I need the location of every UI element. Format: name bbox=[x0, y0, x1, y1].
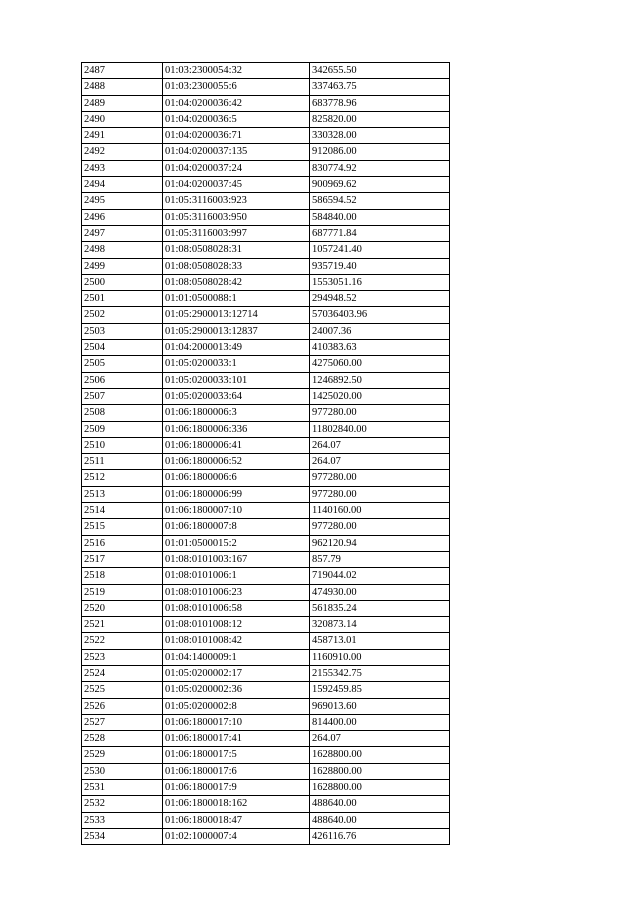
row-number-cell: 2512 bbox=[82, 470, 163, 486]
table-body bbox=[82, 63, 450, 845]
table-row bbox=[82, 111, 450, 127]
cadastral-number-cell: 01:06:1800006:41 bbox=[163, 437, 310, 453]
row-number-cell: 2516 bbox=[82, 535, 163, 551]
value-cell: 474930.00 bbox=[310, 584, 450, 600]
table-row bbox=[82, 242, 450, 258]
row-number-cell: 2487 bbox=[82, 63, 163, 79]
cadastral-number-cell: 01:08:0101003:167 bbox=[163, 551, 310, 567]
table-row bbox=[82, 128, 450, 144]
row-number-cell: 2489 bbox=[82, 95, 163, 111]
cadastral-number-cell: 01:08:0508028:31 bbox=[163, 242, 310, 258]
value-cell: 912086.00 bbox=[310, 144, 450, 160]
value-cell: 1628800.00 bbox=[310, 747, 450, 763]
value-cell: 857.79 bbox=[310, 551, 450, 567]
value-cell: 11802840.00 bbox=[310, 421, 450, 437]
table-row bbox=[82, 747, 450, 763]
row-number-cell: 2526 bbox=[82, 698, 163, 714]
row-number-cell: 2511 bbox=[82, 454, 163, 470]
table-row bbox=[82, 258, 450, 274]
cadastral-number-cell: 01:06:1800017:9 bbox=[163, 780, 310, 796]
cadastral-number-cell: 01:06:1800018:162 bbox=[163, 796, 310, 812]
row-number-cell: 2497 bbox=[82, 225, 163, 241]
table-row bbox=[82, 714, 450, 730]
value-cell: 586594.52 bbox=[310, 193, 450, 209]
row-number-cell: 2532 bbox=[82, 796, 163, 812]
value-cell: 320873.14 bbox=[310, 617, 450, 633]
value-cell: 264.07 bbox=[310, 454, 450, 470]
table-row bbox=[82, 79, 450, 95]
cadastral-number-cell: 01:02:1000007:4 bbox=[163, 828, 310, 844]
cadastral-number-cell: 01:05:3116003:950 bbox=[163, 209, 310, 225]
value-cell: 977280.00 bbox=[310, 519, 450, 535]
cadastral-number-cell: 01:06:1800007:10 bbox=[163, 503, 310, 519]
table-row bbox=[82, 340, 450, 356]
row-number-cell: 2513 bbox=[82, 486, 163, 502]
value-cell: 584840.00 bbox=[310, 209, 450, 225]
row-number-cell: 2514 bbox=[82, 503, 163, 519]
value-cell: 488640.00 bbox=[310, 796, 450, 812]
cadastral-number-cell: 01:06:1800017:5 bbox=[163, 747, 310, 763]
table-row bbox=[82, 95, 450, 111]
value-cell: 342655.50 bbox=[310, 63, 450, 79]
table-row bbox=[82, 372, 450, 388]
cadastral-number-cell: 01:06:1800006:336 bbox=[163, 421, 310, 437]
value-cell: 330328.00 bbox=[310, 128, 450, 144]
cadastral-number-cell: 01:06:1800017:41 bbox=[163, 731, 310, 747]
table-row bbox=[82, 665, 450, 681]
row-number-cell: 2527 bbox=[82, 714, 163, 730]
table-row bbox=[82, 828, 450, 844]
cadastral-number-cell: 01:03:2300054:32 bbox=[163, 63, 310, 79]
table-row bbox=[82, 584, 450, 600]
value-cell: 57036403.96 bbox=[310, 307, 450, 323]
cadastral-number-cell: 01:06:1800017:10 bbox=[163, 714, 310, 730]
value-cell: 825820.00 bbox=[310, 111, 450, 127]
row-number-cell: 2534 bbox=[82, 828, 163, 844]
cadastral-number-cell: 01:06:1800007:8 bbox=[163, 519, 310, 535]
row-number-cell: 2490 bbox=[82, 111, 163, 127]
table-row bbox=[82, 437, 450, 453]
table-row bbox=[82, 307, 450, 323]
table-row bbox=[82, 503, 450, 519]
row-number-cell: 2503 bbox=[82, 323, 163, 339]
cadastral-number-cell: 01:04:0200037:45 bbox=[163, 177, 310, 193]
table-row bbox=[82, 323, 450, 339]
table-row bbox=[82, 568, 450, 584]
row-number-cell: 2498 bbox=[82, 242, 163, 258]
row-number-cell: 2496 bbox=[82, 209, 163, 225]
row-number-cell: 2521 bbox=[82, 617, 163, 633]
cadastral-number-cell: 01:05:2900013:12837 bbox=[163, 323, 310, 339]
table-row bbox=[82, 144, 450, 160]
cadastral-number-cell: 01:06:1800006:6 bbox=[163, 470, 310, 486]
value-cell: 264.07 bbox=[310, 437, 450, 453]
cadastral-number-cell: 01:05:0200002:36 bbox=[163, 682, 310, 698]
table-row bbox=[82, 633, 450, 649]
cadastral-number-cell: 01:05:0200002:17 bbox=[163, 665, 310, 681]
table-row bbox=[82, 454, 450, 470]
value-cell: 1246892.50 bbox=[310, 372, 450, 388]
cadastral-number-cell: 01:05:0200033:1 bbox=[163, 356, 310, 372]
table-row bbox=[82, 274, 450, 290]
table-row bbox=[82, 519, 450, 535]
cadastral-number-cell: 01:04:1400009:1 bbox=[163, 649, 310, 665]
table-row bbox=[82, 193, 450, 209]
table-row bbox=[82, 551, 450, 567]
value-cell: 977280.00 bbox=[310, 470, 450, 486]
table-row bbox=[82, 617, 450, 633]
cadastral-number-cell: 01:05:3116003:923 bbox=[163, 193, 310, 209]
value-cell: 1592459.85 bbox=[310, 682, 450, 698]
cadastral-number-cell: 01:04:0200036:71 bbox=[163, 128, 310, 144]
cadastral-number-cell: 01:04:0200036:42 bbox=[163, 95, 310, 111]
value-cell: 337463.75 bbox=[310, 79, 450, 95]
value-cell: 1628800.00 bbox=[310, 763, 450, 779]
value-cell: 1553051.16 bbox=[310, 274, 450, 290]
cadastral-number-cell: 01:04:0200037:24 bbox=[163, 160, 310, 176]
value-cell: 264.07 bbox=[310, 731, 450, 747]
cadastral-number-cell: 01:05:3116003:997 bbox=[163, 225, 310, 241]
value-cell: 410383.63 bbox=[310, 340, 450, 356]
table-row bbox=[82, 812, 450, 828]
row-number-cell: 2495 bbox=[82, 193, 163, 209]
value-cell: 488640.00 bbox=[310, 812, 450, 828]
value-cell: 935719.40 bbox=[310, 258, 450, 274]
value-cell: 1160910.00 bbox=[310, 649, 450, 665]
row-number-cell: 2505 bbox=[82, 356, 163, 372]
value-cell: 977280.00 bbox=[310, 486, 450, 502]
value-cell: 24007.36 bbox=[310, 323, 450, 339]
table-row bbox=[82, 796, 450, 812]
value-cell: 814400.00 bbox=[310, 714, 450, 730]
row-number-cell: 2515 bbox=[82, 519, 163, 535]
cadastral-number-cell: 01:08:0508028:42 bbox=[163, 274, 310, 290]
row-number-cell: 2530 bbox=[82, 763, 163, 779]
row-number-cell: 2528 bbox=[82, 731, 163, 747]
value-cell: 4275060.00 bbox=[310, 356, 450, 372]
value-cell: 683778.96 bbox=[310, 95, 450, 111]
value-cell: 1140160.00 bbox=[310, 503, 450, 519]
table-row bbox=[82, 682, 450, 698]
cadastral-number-cell: 01:08:0101008:12 bbox=[163, 617, 310, 633]
cadastral-number-cell: 01:08:0101006:58 bbox=[163, 600, 310, 616]
table-row bbox=[82, 177, 450, 193]
cadastral-number-cell: 01:03:2300055:6 bbox=[163, 79, 310, 95]
value-cell: 687771.84 bbox=[310, 225, 450, 241]
table-row bbox=[82, 160, 450, 176]
table-row bbox=[82, 535, 450, 551]
table-row bbox=[82, 780, 450, 796]
row-number-cell: 2502 bbox=[82, 307, 163, 323]
row-number-cell: 2499 bbox=[82, 258, 163, 274]
cadastral-number-cell: 01:05:2900013:12714 bbox=[163, 307, 310, 323]
row-number-cell: 2491 bbox=[82, 128, 163, 144]
row-number-cell: 2518 bbox=[82, 568, 163, 584]
row-number-cell: 2488 bbox=[82, 79, 163, 95]
table-row bbox=[82, 291, 450, 307]
row-number-cell: 2508 bbox=[82, 405, 163, 421]
value-cell: 977280.00 bbox=[310, 405, 450, 421]
row-number-cell: 2501 bbox=[82, 291, 163, 307]
row-number-cell: 2506 bbox=[82, 372, 163, 388]
cadastral-number-cell: 01:04:0200036:5 bbox=[163, 111, 310, 127]
table-row bbox=[82, 763, 450, 779]
cadastral-number-cell: 01:04:0200037:135 bbox=[163, 144, 310, 160]
table-row bbox=[82, 600, 450, 616]
value-cell: 1425020.00 bbox=[310, 388, 450, 404]
row-number-cell: 2531 bbox=[82, 780, 163, 796]
cadastral-number-cell: 01:08:0508028:33 bbox=[163, 258, 310, 274]
cadastral-number-cell: 01:04:2000013:49 bbox=[163, 340, 310, 356]
row-number-cell: 2507 bbox=[82, 388, 163, 404]
cadastral-number-cell: 01:05:0200033:64 bbox=[163, 388, 310, 404]
row-number-cell: 2517 bbox=[82, 551, 163, 567]
value-cell: 1628800.00 bbox=[310, 780, 450, 796]
cadastral-number-cell: 01:08:0101006:1 bbox=[163, 568, 310, 584]
cadastral-number-cell: 01:08:0101008:42 bbox=[163, 633, 310, 649]
row-number-cell: 2500 bbox=[82, 274, 163, 290]
value-cell: 962120.94 bbox=[310, 535, 450, 551]
row-number-cell: 2504 bbox=[82, 340, 163, 356]
table-row bbox=[82, 486, 450, 502]
value-cell: 2155342.75 bbox=[310, 665, 450, 681]
row-number-cell: 2533 bbox=[82, 812, 163, 828]
cadastral-number-cell: 01:08:0101006:23 bbox=[163, 584, 310, 600]
value-cell: 426116.76 bbox=[310, 828, 450, 844]
cadastral-number-cell: 01:05:0200033:101 bbox=[163, 372, 310, 388]
value-cell: 458713.01 bbox=[310, 633, 450, 649]
row-number-cell: 2493 bbox=[82, 160, 163, 176]
value-cell: 294948.52 bbox=[310, 291, 450, 307]
table-row bbox=[82, 356, 450, 372]
table-row bbox=[82, 63, 450, 79]
table-row bbox=[82, 470, 450, 486]
table-row bbox=[82, 698, 450, 714]
table-row bbox=[82, 731, 450, 747]
row-number-cell: 2509 bbox=[82, 421, 163, 437]
value-cell: 830774.92 bbox=[310, 160, 450, 176]
cadastral-number-cell: 01:06:1800006:99 bbox=[163, 486, 310, 502]
row-number-cell: 2529 bbox=[82, 747, 163, 763]
value-cell: 719044.02 bbox=[310, 568, 450, 584]
table-row bbox=[82, 421, 450, 437]
cadastral-number-cell: 01:01:0500015:2 bbox=[163, 535, 310, 551]
cadastral-number-cell: 01:05:0200002:8 bbox=[163, 698, 310, 714]
row-number-cell: 2523 bbox=[82, 649, 163, 665]
row-number-cell: 2525 bbox=[82, 682, 163, 698]
value-cell: 969013.60 bbox=[310, 698, 450, 714]
value-cell: 900969.62 bbox=[310, 177, 450, 193]
table-row bbox=[82, 388, 450, 404]
cadastral-number-cell: 01:06:1800018:47 bbox=[163, 812, 310, 828]
row-number-cell: 2524 bbox=[82, 665, 163, 681]
cadastral-number-cell: 01:06:1800017:6 bbox=[163, 763, 310, 779]
row-number-cell: 2520 bbox=[82, 600, 163, 616]
cadastral-number-cell: 01:01:0500088:1 bbox=[163, 291, 310, 307]
table-row bbox=[82, 209, 450, 225]
table-row bbox=[82, 649, 450, 665]
cadastral-number-cell: 01:06:1800006:3 bbox=[163, 405, 310, 421]
row-number-cell: 2494 bbox=[82, 177, 163, 193]
value-cell: 561835.24 bbox=[310, 600, 450, 616]
row-number-cell: 2510 bbox=[82, 437, 163, 453]
data-table bbox=[81, 62, 450, 845]
row-number-cell: 2522 bbox=[82, 633, 163, 649]
cadastral-number-cell: 01:06:1800006:52 bbox=[163, 454, 310, 470]
table-row bbox=[82, 225, 450, 241]
value-cell: 1057241.40 bbox=[310, 242, 450, 258]
row-number-cell: 2519 bbox=[82, 584, 163, 600]
table-row bbox=[82, 405, 450, 421]
row-number-cell: 2492 bbox=[82, 144, 163, 160]
